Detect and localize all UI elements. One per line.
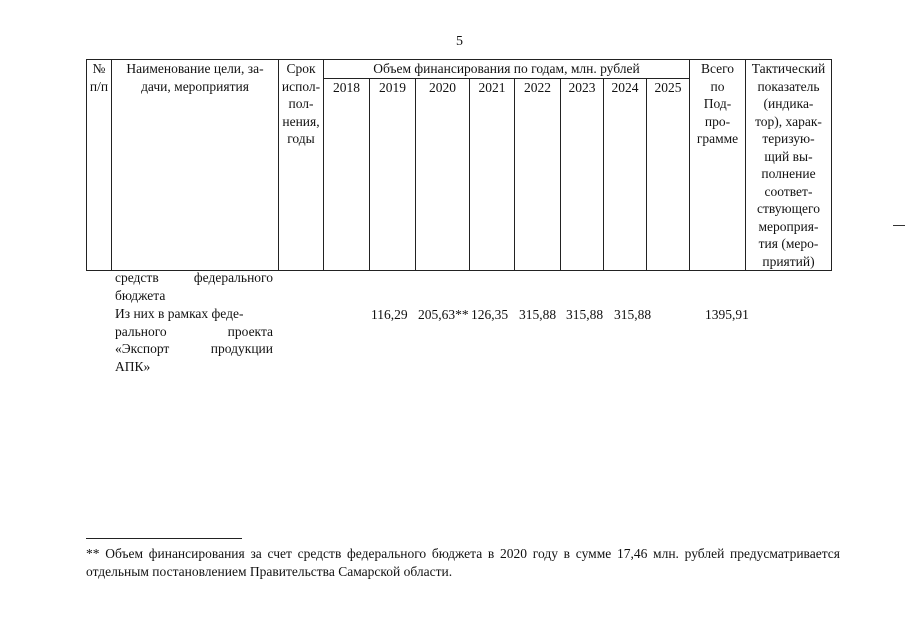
header-year-2024: 2024 [604, 78, 647, 270]
footnote-rule [86, 538, 242, 539]
value-2019: 116,29 [371, 307, 408, 322]
page-number: 5 [456, 34, 463, 49]
header-year-2022: 2022 [515, 78, 561, 270]
footnote: ** Объем финансирования за счет средств федерального бюджета в 2020 году в сумме 17,46 млн. рублей предусматривается отдельным постановлением Правительства Самарской области. [86, 546, 840, 579]
row-name-continuation: средств федерального бюджета [115, 270, 273, 303]
scan-mark [893, 225, 905, 226]
item-federal-project: Из них в рамках феде- рального проекта «Экспорт продукции АПК» [115, 306, 273, 374]
header-num: № п/п [87, 60, 112, 271]
header-total: Всего по Под- про- грамме [690, 60, 746, 271]
header-year-2018: 2018 [324, 78, 370, 270]
header-year-2019: 2019 [370, 78, 416, 270]
value-2020: 205,63** [418, 307, 469, 322]
header-year-2025: 2025 [647, 78, 690, 270]
value-2023: 315,88 [566, 307, 604, 322]
value-total: 1395,91 [705, 307, 749, 322]
header-indicator: Тактический показатель (индика- тор), харак- теризую- щий вы- полнение соответ- ствующего мероприя- тия (меро- приятий) [746, 60, 832, 271]
header-financing: Объем финансирования по годам, млн. рублей [324, 60, 690, 79]
financing-table [86, 59, 832, 271]
value-2021: 126,35 [471, 307, 509, 322]
header-year-2020: 2020 [416, 78, 470, 270]
value-2022: 315,88 [519, 307, 557, 322]
header-name: Наименование цели, за- дачи, мероприятия [112, 60, 279, 271]
value-2024: 315,88 [614, 307, 652, 322]
header-year-2023: 2023 [561, 78, 604, 270]
header-term: Срок испол- пол- нения, годы [279, 60, 324, 271]
header-year-2021: 2021 [470, 78, 515, 270]
